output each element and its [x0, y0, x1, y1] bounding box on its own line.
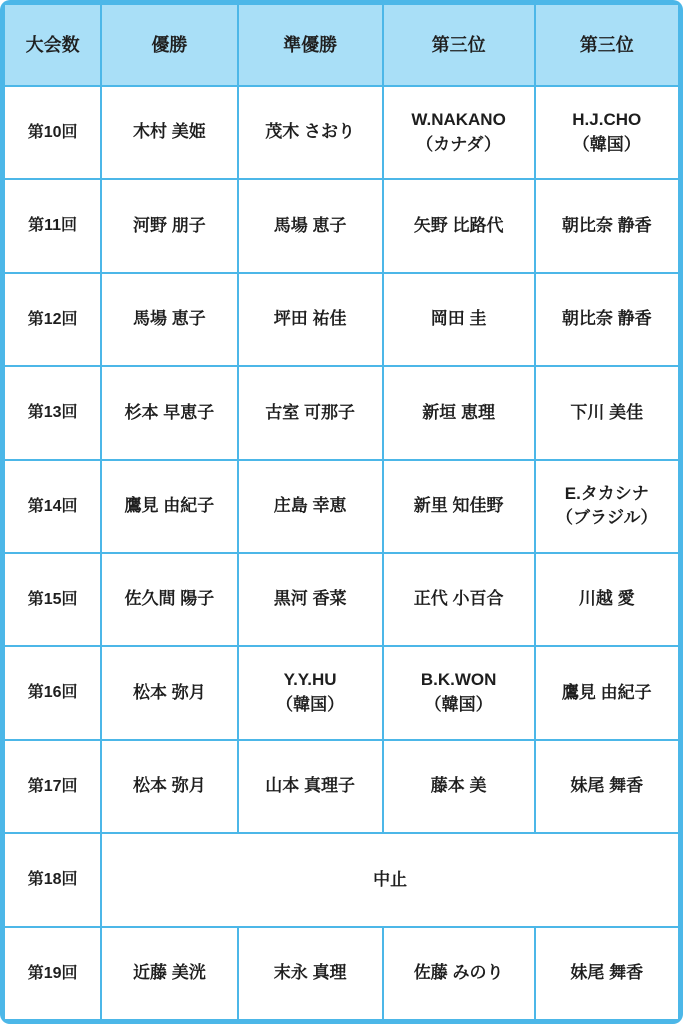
result-cell — [535, 740, 679, 833]
result-text: （韓国） — [572, 134, 641, 154]
result-text: 佐藤 みのり — [413, 962, 504, 982]
result-text: 岡田 圭 — [430, 309, 487, 329]
result-cell — [535, 460, 679, 553]
table-row — [4, 366, 679, 459]
result-text: 下川 美佳 — [570, 402, 644, 422]
result-cell — [101, 646, 237, 739]
result-cell — [383, 86, 535, 179]
result-text: 馬場 恵子 — [273, 215, 347, 235]
result-text: 妹尾 舞香 — [570, 962, 644, 982]
result-cell — [101, 179, 237, 272]
cancelled-cell: 中止 — [101, 833, 679, 926]
round-number-cell: 第19回 — [4, 927, 101, 1020]
header-cell-4: 第三位 — [535, 4, 679, 86]
result-cell — [101, 740, 237, 833]
result-cell — [383, 927, 535, 1020]
result-text: 正代 小百合 — [413, 589, 504, 609]
result-text: 新里 知佳野 — [413, 495, 504, 515]
table-row — [4, 740, 679, 833]
result-cell — [383, 646, 535, 739]
result-text: 黒河 香菜 — [273, 589, 347, 609]
round-number-cell: 第17回 — [4, 740, 101, 833]
tournament-results-table — [3, 3, 680, 1021]
result-cell — [535, 927, 679, 1020]
result-text: 朝比奈 静香 — [561, 215, 652, 235]
result-text: W.NAKANO — [411, 110, 506, 130]
result-cell — [383, 366, 535, 459]
result-cell — [535, 273, 679, 366]
result-text: （カナダ） — [416, 134, 501, 154]
table-row — [4, 273, 679, 366]
result-text: 妹尾 舞香 — [570, 776, 644, 796]
result-text: 坪田 祐佳 — [273, 309, 347, 329]
result-cell — [535, 86, 679, 179]
result-text: 鷹見 由紀子 — [561, 682, 652, 702]
result-cell — [383, 460, 535, 553]
round-number-cell: 第18回 — [4, 833, 101, 926]
result-text: 鷹見 由紀子 — [124, 495, 215, 515]
result-text: 新垣 恵理 — [422, 402, 495, 422]
table-row — [4, 646, 679, 739]
result-text: 庄島 幸恵 — [273, 495, 347, 515]
table-row — [4, 460, 679, 553]
result-cell — [535, 553, 679, 646]
round-number-cell: 第14回 — [4, 460, 101, 553]
result-cell — [383, 179, 535, 272]
header-row — [4, 4, 679, 86]
result-cell — [238, 366, 383, 459]
result-cell — [535, 366, 679, 459]
result-cell — [238, 646, 383, 739]
result-cell — [383, 740, 535, 833]
result-cell — [238, 179, 383, 272]
result-cell — [101, 927, 237, 1020]
result-text: 山本 真理子 — [265, 776, 355, 796]
result-text: 馬場 恵子 — [132, 309, 206, 329]
round-number-cell: 第11回 — [4, 179, 101, 272]
result-cell — [535, 646, 679, 739]
result-text: （韓国） — [276, 695, 345, 715]
result-text: 佐久間 陽子 — [124, 589, 215, 609]
round-number-cell: 第12回 — [4, 273, 101, 366]
result-cell — [238, 740, 383, 833]
result-text: 木村 美姫 — [132, 122, 206, 142]
result-text: 近藤 美洸 — [132, 962, 206, 982]
result-text: （ブラジル） — [555, 508, 658, 528]
header-cell-0: 大会数 — [4, 4, 101, 86]
table-row — [4, 553, 679, 646]
result-text: 藤本 美 — [430, 776, 487, 796]
result-cell — [535, 179, 679, 272]
round-number-cell: 第16回 — [4, 646, 101, 739]
result-cell — [101, 366, 237, 459]
result-cell — [238, 460, 383, 553]
result-text: 矢野 比路代 — [413, 215, 504, 235]
result-cell — [383, 273, 535, 366]
result-cell — [101, 460, 237, 553]
result-cell — [383, 553, 535, 646]
round-number-cell: 第13回 — [4, 366, 101, 459]
header-cell-1: 優勝 — [101, 4, 237, 86]
result-text: 末永 真理 — [273, 962, 347, 982]
result-text: 松本 弥月 — [132, 776, 206, 796]
round-number-cell: 第10回 — [4, 86, 101, 179]
result-cell — [238, 86, 383, 179]
result-text: E.タカシナ — [564, 483, 649, 503]
round-number-cell: 第15回 — [4, 553, 101, 646]
result-text: 川越 愛 — [578, 589, 635, 609]
result-text: 松本 弥月 — [132, 682, 206, 702]
result-text: B.K.WON — [420, 670, 497, 690]
table-body — [4, 86, 679, 1020]
result-text: 河野 朋子 — [132, 215, 206, 235]
table-row — [4, 86, 679, 179]
result-cell — [238, 927, 383, 1020]
table-row — [4, 179, 679, 272]
result-cell — [238, 273, 383, 366]
result-text: （韓国） — [424, 695, 493, 715]
header-cell-3: 第三位 — [383, 4, 535, 86]
result-cell — [101, 273, 237, 366]
result-text: 杉本 早恵子 — [124, 402, 215, 422]
result-text: 茂木 さおり — [265, 122, 355, 142]
result-cell — [101, 553, 237, 646]
result-text: 古室 可那子 — [265, 402, 355, 422]
result-cell — [101, 86, 237, 179]
result-text: H.J.CHO — [572, 110, 642, 130]
header-cell-2: 準優勝 — [238, 4, 383, 86]
table-row — [4, 833, 679, 926]
result-text: 朝比奈 静香 — [561, 309, 652, 329]
result-text: Y.Y.HU — [283, 670, 337, 690]
table-row — [4, 927, 679, 1020]
result-cell — [238, 553, 383, 646]
